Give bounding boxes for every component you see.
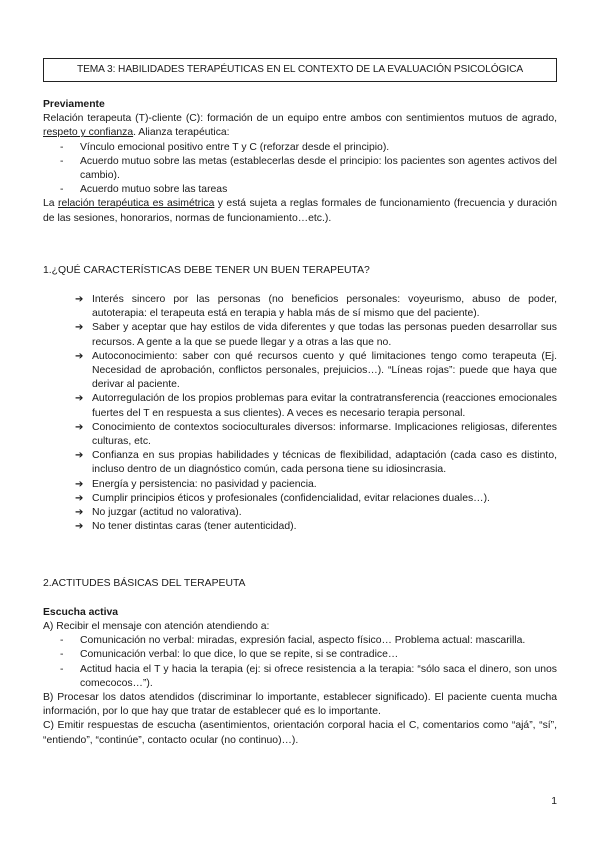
list-item <box>75 449 557 477</box>
list-item <box>75 321 557 349</box>
list-item-text: Autorregulación de los propios problemas para evitar la contratransferencia (reacciones emocionales fuertes del T en respuesta a sus clientes). A veces es necesario terapia personal. <box>92 393 557 419</box>
escucha-activa-heading: Escucha activa <box>43 606 119 618</box>
list-item-text: Autoconocimiento: saber con qué recursos cuento y qué limitaciones tengo como terapeuta (Ej. Necesidad de aprobación, conflictos personales, prejuicios…). “Líneas rojas”: puede que haya que derivar al paciente. <box>92 350 557 391</box>
list-item: - Comunicación no verbal: miradas, expresión facial, aspecto físico… Problema actual: mascarilla. <box>60 634 557 648</box>
previamente-intro <box>43 112 557 140</box>
arrow-icon: ➔ <box>75 450 84 462</box>
arrow-icon: ➔ <box>75 521 84 533</box>
list-item <box>75 478 557 492</box>
list-item: - Acuerdo mutuo sobre las metas (establecerlas desde el principio: los pacientes son agentes activos del cambio). <box>60 155 557 183</box>
arrow-icon: ➔ <box>75 294 84 306</box>
list-item-text: Interés sincero por las personas (no beneficios personales: voyeurismo, abuso de poder, autoterapia: el terapeuta está en terapia y habla más de sí mismo que del paciente). <box>92 294 557 320</box>
list-item: - Vínculo emocional positivo entre T y C (reforzar desde el principio). <box>60 141 557 155</box>
list-item <box>75 350 557 393</box>
list-item <box>75 421 557 449</box>
list-item-text: No juzgar (actitud no valorativa). <box>92 507 242 519</box>
previamente-heading: Previamente <box>43 99 105 110</box>
previamente-closing-text: La <box>43 198 58 210</box>
list-item <box>75 293 557 321</box>
list-item: - Comunicación verbal: lo que dice, lo que se repite, si se contradice… <box>60 648 557 662</box>
arrow-icon: ➔ <box>75 393 84 405</box>
arrow-icon: ➔ <box>75 350 84 362</box>
previamente-intro-text: Relación terapeuta (T)-cliente (C): formación de un equipo entre ambos con sentimientos mutuos de agrado, <box>43 113 557 125</box>
document-title: TEMA 3: HABILIDADES TERAPÉUTICAS EN EL CONTEXTO DE LA EVALUACIÓN PSICOLÓGICA <box>43 58 557 82</box>
list-item-text: No tener distintas caras (tener autenticidad). <box>92 521 297 533</box>
page-number: 1 <box>551 796 557 807</box>
list-item-text: Cumplir principios éticos y profesionales (confidencialidad, evitar relaciones duales…). <box>92 492 490 504</box>
arrow-icon: ➔ <box>75 478 84 490</box>
list-item-text: Confianza en sus propias habilidades y técnicas de flexibilidad, adaptación (cada caso es distinto, incluso dentro de un diagnóstico común, cada persona tiene su idiosincrasia. <box>92 450 557 476</box>
escucha-a-list <box>43 634 557 691</box>
characteristics-list <box>43 293 557 534</box>
list-item <box>75 506 557 520</box>
list-item <box>75 392 557 420</box>
previamente-closing-underline: relación terapéutica es asimétrica <box>57 198 215 210</box>
arrow-icon: ➔ <box>75 492 84 504</box>
section2-heading: 2.ACTITUDES BÁSICAS DEL TERAPEUTA <box>43 578 246 590</box>
list-item <box>75 520 557 534</box>
list-item: - Actitud hacia el T y hacia la terapia (ej: si ofrece resistencia a la terapia: “sólo saca el dinero, son unos comecocos…”). <box>60 663 557 691</box>
list-item <box>75 492 557 506</box>
previamente-closing <box>43 197 557 225</box>
list-item-text: Energía y persistencia: no pasividad y paciencia. <box>92 478 317 490</box>
document-body <box>43 98 557 748</box>
section1-heading: 1.¿QUÉ CARACTERÍSTICAS DEBE TENER UN BUEN TERAPEUTA? <box>43 264 370 276</box>
alianza-list <box>43 141 557 198</box>
previamente-intro-text-end: . Alianza terapéutica: <box>133 127 230 139</box>
previamente-intro-underline: respeto y confianza <box>43 127 134 139</box>
list-item-text: Saber y aceptar que hay estilos de vida diferentes y que todas las personas pueden desarrollar sus recursos. A gente a la que se puede llegar y a otras a las que no. <box>92 322 557 348</box>
list-item: - Acuerdo mutuo sobre las tareas <box>60 183 557 197</box>
arrow-icon: ➔ <box>75 421 84 433</box>
escucha-c-text: C) Emitir respuestas de escucha (asentimientos, orientación corporal hacia el C, comentarios como “ajá”, “sí”, “entiendo”, “continúe”, contacto ocular (no continuo)…). <box>43 720 557 746</box>
escucha-a-intro: A) Recibir el mensaje con atención atendiendo a: <box>43 620 270 632</box>
list-item-text: Conocimiento de contextos socioculturales diversos: informarse. Implicaciones religiosas, diferentes culturas, etc. <box>92 421 557 448</box>
previamente-closing-text-end: y está sujeta a reglas formales de funcionamiento (frecuencia y duración de las sesiones, honorarios, normas de funcionamiento…etc.). <box>43 198 557 224</box>
escucha-b-text: B) Procesar los datos atendidos (discriminar lo importante, establecer significado). El paciente cuenta mucha información, por lo que hay que tratar de establecer qué es lo importante. <box>43 691 557 718</box>
arrow-icon: ➔ <box>75 507 84 519</box>
arrow-icon: ➔ <box>75 322 84 334</box>
